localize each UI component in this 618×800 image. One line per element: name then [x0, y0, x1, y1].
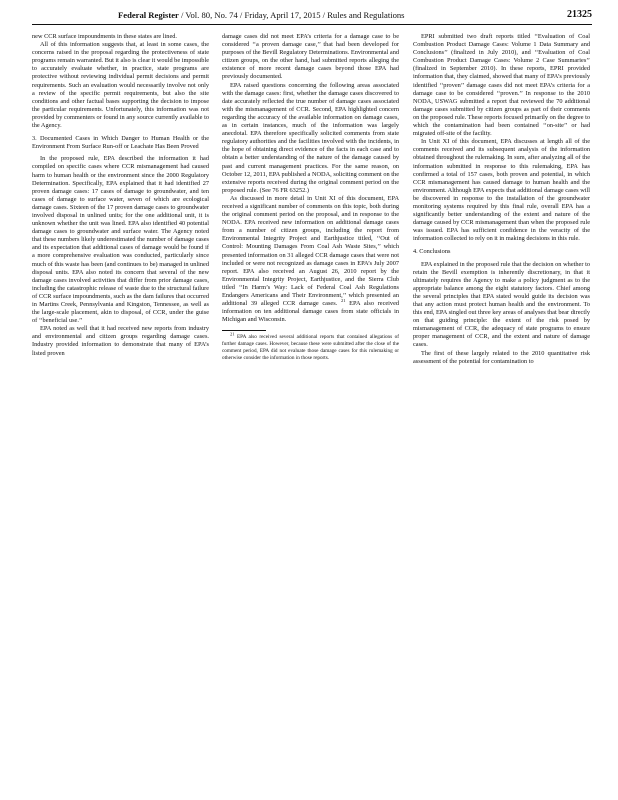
column-1	[32, 33, 209, 768]
header-rule	[32, 24, 592, 25]
page-number: 21325	[567, 9, 592, 20]
publication-name: Federal Register	[118, 10, 179, 20]
paragraph: EPRI submitted two draft reports titled ‘‘Evaluation of Coal Combustion Product Damage Cases: Volume 1 Data Summary and Conclusions’’ (finalized in July 2010), and ‘‘Evaluation of Coal Combustion Product Damage Cases: Volume 2 Case Summaries’’ (finalized in September 2010). In these reports, EPRI provided information that, they claimed, showed that many of EPA’s previously identified ‘‘proven’’ damage cases did not meet EPA’s criteria for a damage case to be considered ‘‘proven.’’ In response to the 2010 NODA, USWAG submitted a report that reviewed the 70 additional damage cases submitted by citizen groups as part of their comments on the proposed rule. These reports focused primarily on the degree to which the contamination had been contained ‘‘on-site’’ or had migrated off-site of the facility.	[413, 33, 590, 138]
paragraph: In the proposed rule, EPA described the information it had compiled on specific cases where CCR mismanagement had caused harm to human health or the environment since the 2000 Regulatory Determination. Specifically, EPA explained that it had identified 27 proven damage cases: 17 cases of damage to groundwater, and ten cases of damage to surface water, seven of which are ecological damage cases. Sixteen of the 17 proven damage cases to groundwater involved disposal in unlined units; for the one additional unit, it is unknown whether the unit was lined. EPA also identified 40 potential damage cases to groundwater and surface water. The Agency noted that these numbers likely underestimated the number of damage cases and its expectation that additional cases of damage would be found if a more comprehensive evaluation was conducted, particularly since much of this waste has been (and continues to be) managed in unlined disposal units. EPA also noted its concern that several of the new damage cases involved activities that differ from prior damage cases, including the catastrophic release of waste due to the structural failure of CCR surface impoundments, such as the dam failures that occurred in Martins Creek, Pennsylvania and Kingston, Tennessee, as well as the large-scale placement, akin to disposal, of CCR, under the guise of ‘‘beneficial use.’’	[32, 155, 209, 325]
paragraph	[222, 195, 399, 325]
paragraph-text: EPA also received information on ten additional damage cases from state officials in Michigan and Wisconsin.	[222, 300, 399, 324]
footnote-rule	[222, 330, 266, 331]
page-header	[32, 8, 592, 22]
paragraph: EPA raised questions concerning the following areas associated with the damage cases: first, whether the damage cases discovered to date accurately reflected the true number of damage cases associated with the mismanagement of CCR. Second, EPA highlighted concern regarding the accuracy of the available information on damage cases, as in certain instances, much of the information was largely anecdotal. EPA therefore specifically solicited comments from state regulatory authorities and the facilities involved with the incidents, in the hope of obtaining direct evidence of the facts in each case and to obtain a better understanding of the nature of the damage caused by past and current management practices. For the same reason, on October 12, 2011, EPA published a NODA, soliciting comment on the extensive reports received during the original comment period on the proposed rule. (See 76 FR 63252.)	[222, 81, 399, 194]
paragraph: damage cases did not meet EPA’s criteria for a damage case to be considered ‘‘a proven damage case,’’ that had been developed for purposes of the Bevill Regulatory Determinations. Environmental and citizen groups, on the other hand, had submitted reports alleging the existence of more recent damage cases beyond those EPA had previously documented.	[222, 33, 399, 81]
footnote	[222, 331, 399, 362]
issue-info: / Vol. 80, No. 74 / Friday, April 17, 2015 / Rules and Regulations	[181, 10, 405, 20]
footnote-reference: 21	[340, 298, 346, 303]
paragraph: The first of these largely related to the 2010 quantitative risk assessment of the potential for contamination to	[413, 349, 590, 365]
footnote-number: 21	[230, 331, 235, 337]
paragraph: EPA explained in the proposed rule that the decision on whether to retain the Bevill exemption is inherently discretionary, in that it ultimately requires the Agency to make a policy judgment as to the appropriate balance among the eight statutory factors. Chief among the several principles that EPA stated would guide its decision was that any action must protect human health and the environment. To this end, EPA singled out three key areas of analyses that bear directly on that guiding principle: the extent of the risk posed by mismanagement of CCR, the adequacy of state programs to ensure proper management of CCR, and the extent and nature of damage cases.	[413, 260, 590, 349]
section-heading: 4. Conclusions	[413, 248, 451, 256]
footnote-text: EPA also received several additional reports that contained allegations of further damage cases. However, because these were submitted after the close of the comment period, EPA did not evaluate those damage cases for this rulemaking or otherwise consider the information in those reports.	[222, 334, 399, 362]
running-head	[118, 8, 405, 22]
paragraph: All of this information suggests that, at least in some cases, the concerns raised in the proposal regarding the protectiveness of state programs remain warranted. But it also is clear it would be impossible to accurately evaluate whether, in practice, state programs are protective without reviewing individual permit decisions and permit requirements. Such an evaluation would necessarily involve not only a review of the specific permit requirements, but also the site conditions and other factual bases supporting the decision to impose the particular requirements. Unfortunately, this information was not provided by commenters or found in any source currently available to the Agency.	[32, 41, 209, 130]
section-heading: 3. Documented Cases in Which Danger to Human Health or the Environment From Surface Run-off or Leachate Has Been Proved	[32, 135, 209, 151]
paragraph: EPA noted as well that it had received new reports from industry and environmental and citizen groups regarding damage cases. Industry provided information to demonstrate that many of EPA’s listed proven	[32, 325, 209, 357]
paragraph: In Unit XI of this document, EPA discusses at length all of the comments received and its subsequent analysis of the information obtained throughout the rulemaking. In sum, after analyzing all of the information submitted in response to this rulemaking, EPA has confirmed a total of 157 cases, both proven and potential, in which CCR mismanagement has caused damage to human health and the environment. Although EPA expects that additional damage cases will be discovered in response to the installation of the groundwater monitoring systems required by this final rule, overall EPA has a significantly better understanding of the extent and nature of the damage caused by CCR mismanagement than when the proposed rule was issued. EPA has sufficient confidence in the veracity of the information collected to rely on it in making decisions in this rule.	[413, 138, 590, 243]
paragraph: new CCR surface impoundments in these states are lined.	[32, 33, 177, 40]
column-2	[222, 33, 399, 768]
column-3	[413, 33, 590, 768]
paragraph-text: As discussed in more detail in Unit XI of this document, EPA received a significant number of comments on this topic, both during the original comment period on the proposal, and in response to the NODA. EPA received new information on additional damage cases from a number of citizen groups, including the report from Environmental Integrity Project and Earthjustice titled, ‘‘Out of Control: Mounting Damages From Coal Ash Waste Sites,’’ which presented information on 31 alleged CCR damage cases that were not included or were not recognized as damage cases in EPA’s July 2007 report. EPA also received an August 26, 2010 report by the Environmental Integrity Project, Earthjustice, and the Sierra Club titled ‘‘In Harm’s Way: Lack of Federal Coal Ash Regulations Endangers Americans and Their Environment,’’ which presented an additional 39 alleged CCR damage cases.	[222, 194, 399, 308]
